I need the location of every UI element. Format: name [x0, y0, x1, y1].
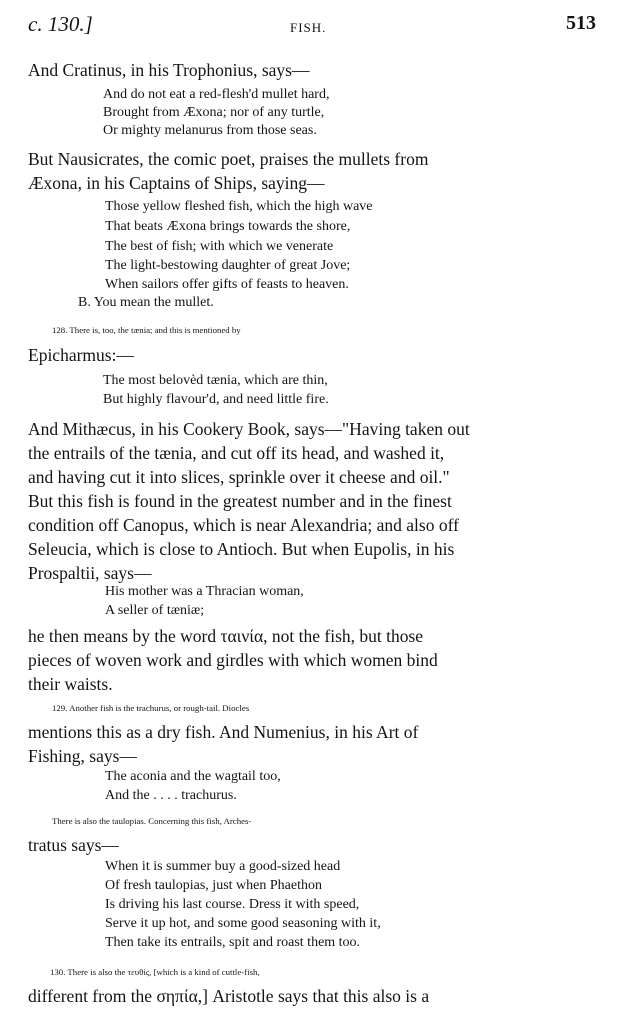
verse-line: And the . . . . trachurus. [105, 788, 237, 803]
verse-line: The most belovèd tænia, which are thin, [103, 373, 328, 388]
verse-line: When sailors offer gifts of feasts to heaven. [105, 277, 349, 292]
verse-line: And do not eat a red-flesh'd mullet hard, [103, 87, 330, 102]
verse-line: The best of fish; with which we venerate [105, 239, 334, 254]
verse-line: When it is summer buy a good-sized head [105, 859, 341, 874]
verse-line: The aconia and the wagtail too, [105, 769, 281, 784]
text-line: tratus says— [28, 835, 119, 855]
text-line: Epicharmus:— [28, 345, 134, 365]
text-line: the entrails of the tænia, and cut off its head, and washed it, [28, 443, 445, 463]
text-line: And Cratinus, in his Trophonius, says— [28, 60, 310, 80]
text-line: and having cut it into slices, sprinkle over it cheese and oil." [28, 467, 450, 487]
text-line: Seleucia, which is close to Antioch. But when Eupolis, in his [28, 539, 455, 559]
verse-line: Brought from Æxona; nor of any turtle, [103, 105, 325, 120]
text-line: condition off Canopus, which is near Alexandria; and also off [28, 515, 459, 535]
running-title: FISH. [290, 20, 327, 35]
verse-line: Is driving his last course. Dress it with speed, [105, 897, 360, 912]
text-line: But this fish is found in the greatest number and in the finest [28, 491, 452, 511]
verse-line: A seller of tæniæ; [105, 603, 205, 618]
text-line: There is also the taulopias. Concerning this fish, Arches- [52, 816, 252, 826]
verse-line: Of fresh taulopias, just when Phaethon [105, 878, 322, 893]
page-number: 513 [566, 12, 596, 34]
text-line: he then means by the word ταινία, not the fish, but those [28, 626, 424, 646]
text-line: And Mithæcus, in his Cookery Book, says—"Having taken out [28, 419, 470, 439]
text-line: 129. Another fish is the trachurus, or rough-tail. Diocles [52, 703, 250, 713]
verse-line: That beats Æxona brings towards the shore, [105, 219, 351, 234]
text-line: different from the σηπία,] Aristotle says that this also is a [28, 986, 430, 1006]
text-line: Æxona, in his Captains of Ships, saying— [28, 173, 325, 193]
text-line: mentions this as a dry fish. And Numenius, in his Art of [28, 722, 419, 742]
verse-line: Serve it up hot, and some good seasoning with it, [105, 916, 381, 931]
text-line: 128. There is, too, the tænia; and this is mentioned by [52, 325, 241, 335]
text-line: their waists. [28, 674, 113, 694]
section-reference: c. 130.] [28, 12, 93, 36]
verse-line: But highly flavour'd, and need little fire. [103, 392, 329, 407]
text-line: Fishing, says— [28, 746, 137, 766]
verse-line: Those yellow fleshed fish, which the high wave [105, 199, 373, 214]
text-line: 130. There is also the τευθίς, [which is a kind of cuttle-fish, [50, 967, 260, 977]
text-line: But Nausicrates, the comic poet, praises the mullets from [28, 149, 429, 169]
verse-line: His mother was a Thracian woman, [105, 584, 304, 599]
verse-line: B. You mean the mullet. [78, 295, 214, 310]
verse-line: Or mighty melanurus from those seas. [103, 123, 317, 138]
verse-line: The light-bestowing daughter of great Jove; [105, 258, 351, 273]
verse-line: Then take its entrails, spit and roast them too. [105, 935, 361, 950]
text-line: pieces of woven work and girdles with which women bind [28, 650, 438, 670]
text-line: Prospaltii, says— [28, 563, 152, 583]
